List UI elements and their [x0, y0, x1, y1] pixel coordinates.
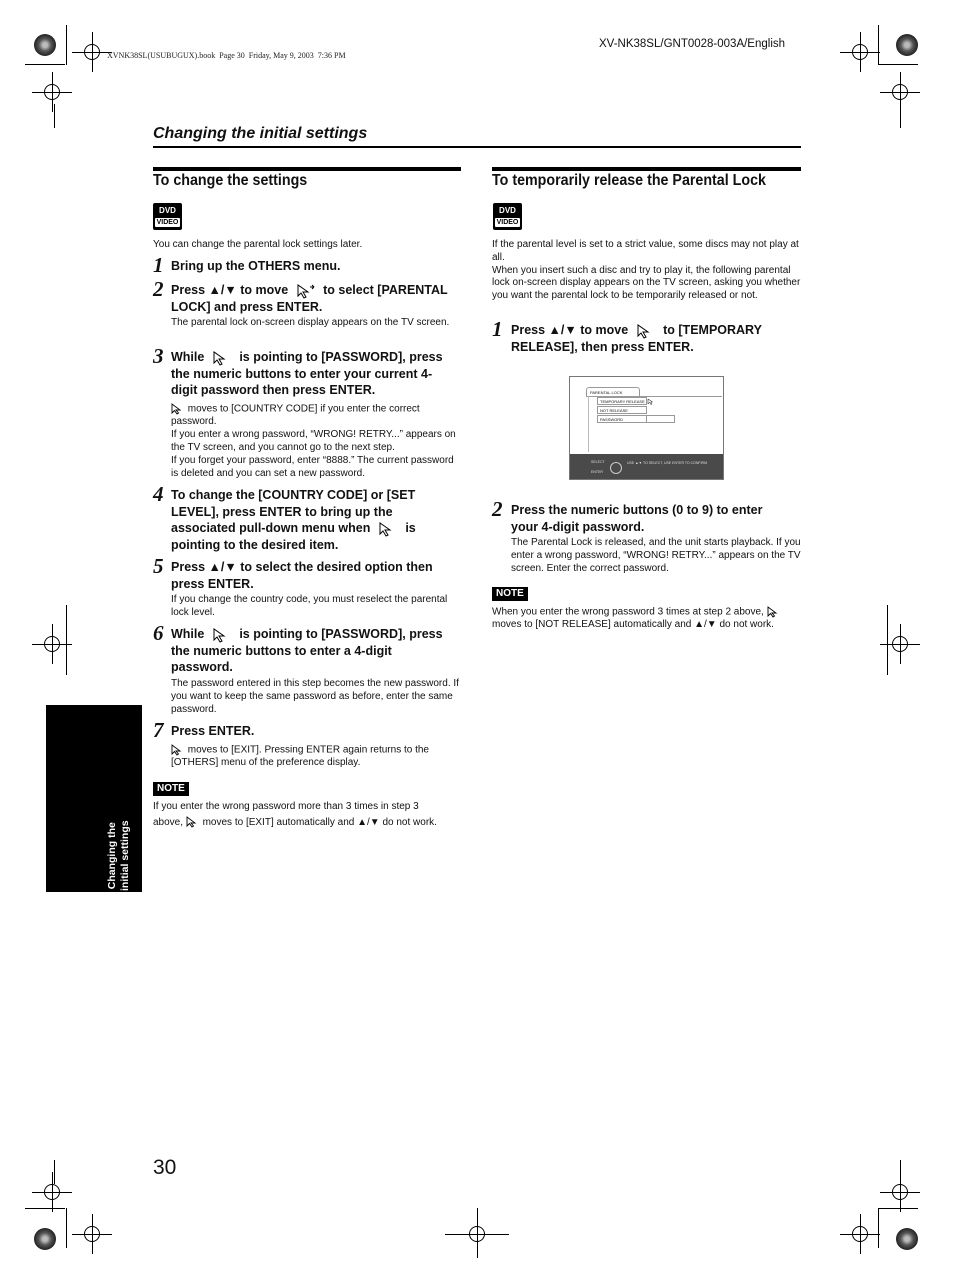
dvd-video-badge [493, 203, 522, 230]
osd-hint: USE ▲▼ TO SELECT, USE ENTER TO CONFIRM [627, 461, 707, 465]
osd-dpad-icon [610, 462, 622, 474]
pointer-arrow-icon [186, 816, 200, 828]
crosshair-icon [40, 1180, 64, 1204]
pointer-arrow-icon [296, 283, 316, 299]
osd-footer-left: SELECT ENTER [591, 460, 605, 474]
left-title: To change the settings [153, 172, 308, 189]
registration-disc-icon [896, 34, 918, 56]
note-text: When you enter the wrong password 3 times at step 2 above, moves to [NOT RELEASE] automatically and ▲/▼ do not work. [492, 606, 804, 632]
registration-disc-icon [34, 1228, 56, 1250]
crosshair-icon [40, 632, 64, 656]
step-number: 6 [153, 621, 164, 645]
registration-disc-icon [34, 34, 56, 56]
pointer-arrow-icon [171, 403, 185, 415]
step-text: Press ▲/▼ to select the desired option then press ENTER. [171, 560, 433, 591]
side-tab [46, 705, 142, 892]
right-title-rule [492, 167, 801, 171]
parental-lock-osd [569, 376, 724, 480]
pointer-arrow-icon [212, 627, 232, 643]
book-info: XVNK38SL(USUBUGUX).book Page 30 Friday, May 9, 2003 7:36 PM [107, 51, 346, 60]
crosshair-icon [888, 632, 912, 656]
badge-bottom-text: VIDEO [156, 219, 179, 226]
step-number: 1 [492, 317, 503, 341]
step-number: 2 [153, 277, 164, 301]
step-text: Press ENTER. [171, 724, 255, 738]
left-intro: You can change the parental lock settings later. [153, 239, 363, 250]
section-title: Changing the initial settings [153, 125, 368, 142]
step-text: To change the [COUNTRY CODE] or [SET LEVEL], press ENTER to bring up the associated pull-down menu when is pointing to the desired item. [171, 488, 416, 552]
note-label: NOTE [153, 782, 189, 796]
right-intro: If the parental level is set to a strict value, some discs may not play at all. When you insert such a disc and try to play it, the following parental lock on-screen display appears on the TV screen, asking you whether you want the parental lock to be temporarily released or not. [492, 239, 801, 302]
step-number: 5 [153, 554, 164, 578]
pointer-arrow-icon [636, 323, 656, 339]
crosshair-icon [465, 1222, 489, 1246]
page-number: 30 [153, 1156, 177, 1179]
osd-footer [570, 454, 723, 479]
pointer-arrow-icon [647, 398, 654, 405]
osd-tab: PARENTAL LOCK [586, 387, 640, 397]
pointer-arrow-icon [767, 606, 781, 618]
badge-bottom-text: VIDEO [496, 219, 519, 226]
crosshair-icon [40, 80, 64, 104]
crosshair-icon [80, 40, 104, 64]
step-number: 7 [153, 718, 164, 742]
dvd-video-badge [153, 203, 182, 230]
right-title: To temporarily release the Parental Lock [492, 172, 766, 189]
osd-item: NOT RELEASE [597, 406, 647, 414]
step-text: While is pointing to [PASSWORD], press the numeric buttons to enter a 4-digit password. [171, 627, 443, 675]
step-desc: moves to [COUNTRY CODE] if you enter the correct password. If you enter a wrong password, “WRONG! RETRY...” appears on the TV screen, and you cannot go to the next step. If you forget your password, enter “8888.” The current password is deleted and you can set a new password. [171, 403, 456, 479]
registration-disc-icon [896, 1228, 918, 1250]
step-text: Press the numeric buttons (0 to 9) to enter your 4-digit password. [511, 503, 763, 534]
model-code: XV-NK38SL/GNT0028-003A/English [599, 38, 786, 50]
step-desc: The parental lock on-screen display appears on the TV screen. [171, 317, 450, 328]
crosshair-icon [80, 1222, 104, 1246]
step-text: Press ▲/▼ to move to select [PARENTAL LOCK] and press ENTER. [171, 283, 448, 314]
step-desc: The password entered in this step becomes the new password. If you want to keep the same password as before, enter the same password. [171, 678, 459, 715]
side-tab-label: Changing the initial settings [106, 820, 131, 891]
pointer-arrow-icon [171, 744, 185, 756]
step-text: Press ▲/▼ to move to [TEMPORARY RELEASE], then press ENTER. [511, 323, 762, 354]
step-number: 1 [153, 253, 164, 277]
note-text: If you enter the wrong password more than 3 times in step 3 above, moves to [EXIT] automatically and ▲/▼ do not work. [153, 801, 437, 828]
badge-top-text: DVD [499, 206, 516, 215]
crosshair-icon [848, 1222, 872, 1246]
step-number: 4 [153, 482, 164, 506]
crosshair-icon [848, 40, 872, 64]
step-desc: If you change the country code, you must reselect the parental lock level. [171, 594, 448, 618]
badge-top-text: DVD [159, 206, 176, 215]
crosshair-icon [888, 1180, 912, 1204]
pointer-arrow-icon [378, 521, 398, 537]
left-title-rule [153, 167, 461, 171]
step-desc: moves to [EXIT]. Pressing ENTER again returns to the [OTHERS] menu of the preference display. [171, 744, 429, 769]
pointer-arrow-icon [212, 350, 232, 366]
step-number: 2 [492, 497, 503, 521]
osd-item: PASSWORD [597, 415, 675, 423]
osd-item: TEMPORARY RELEASE [597, 397, 647, 405]
note-label: NOTE [492, 587, 528, 601]
step-desc: The Parental Lock is released, and the unit starts playback. If you enter a wrong password, “WRONG! RETRY...” appears on the TV screen. Enter the correct password. [511, 537, 801, 574]
step-text: Bring up the OTHERS menu. [171, 259, 341, 273]
step-text: While is pointing to [PASSWORD], press the numeric buttons to enter your current 4- digit password then press ENTER. [171, 350, 443, 398]
crosshair-icon [888, 80, 912, 104]
step-number: 3 [153, 344, 164, 368]
section-rule [153, 146, 801, 148]
